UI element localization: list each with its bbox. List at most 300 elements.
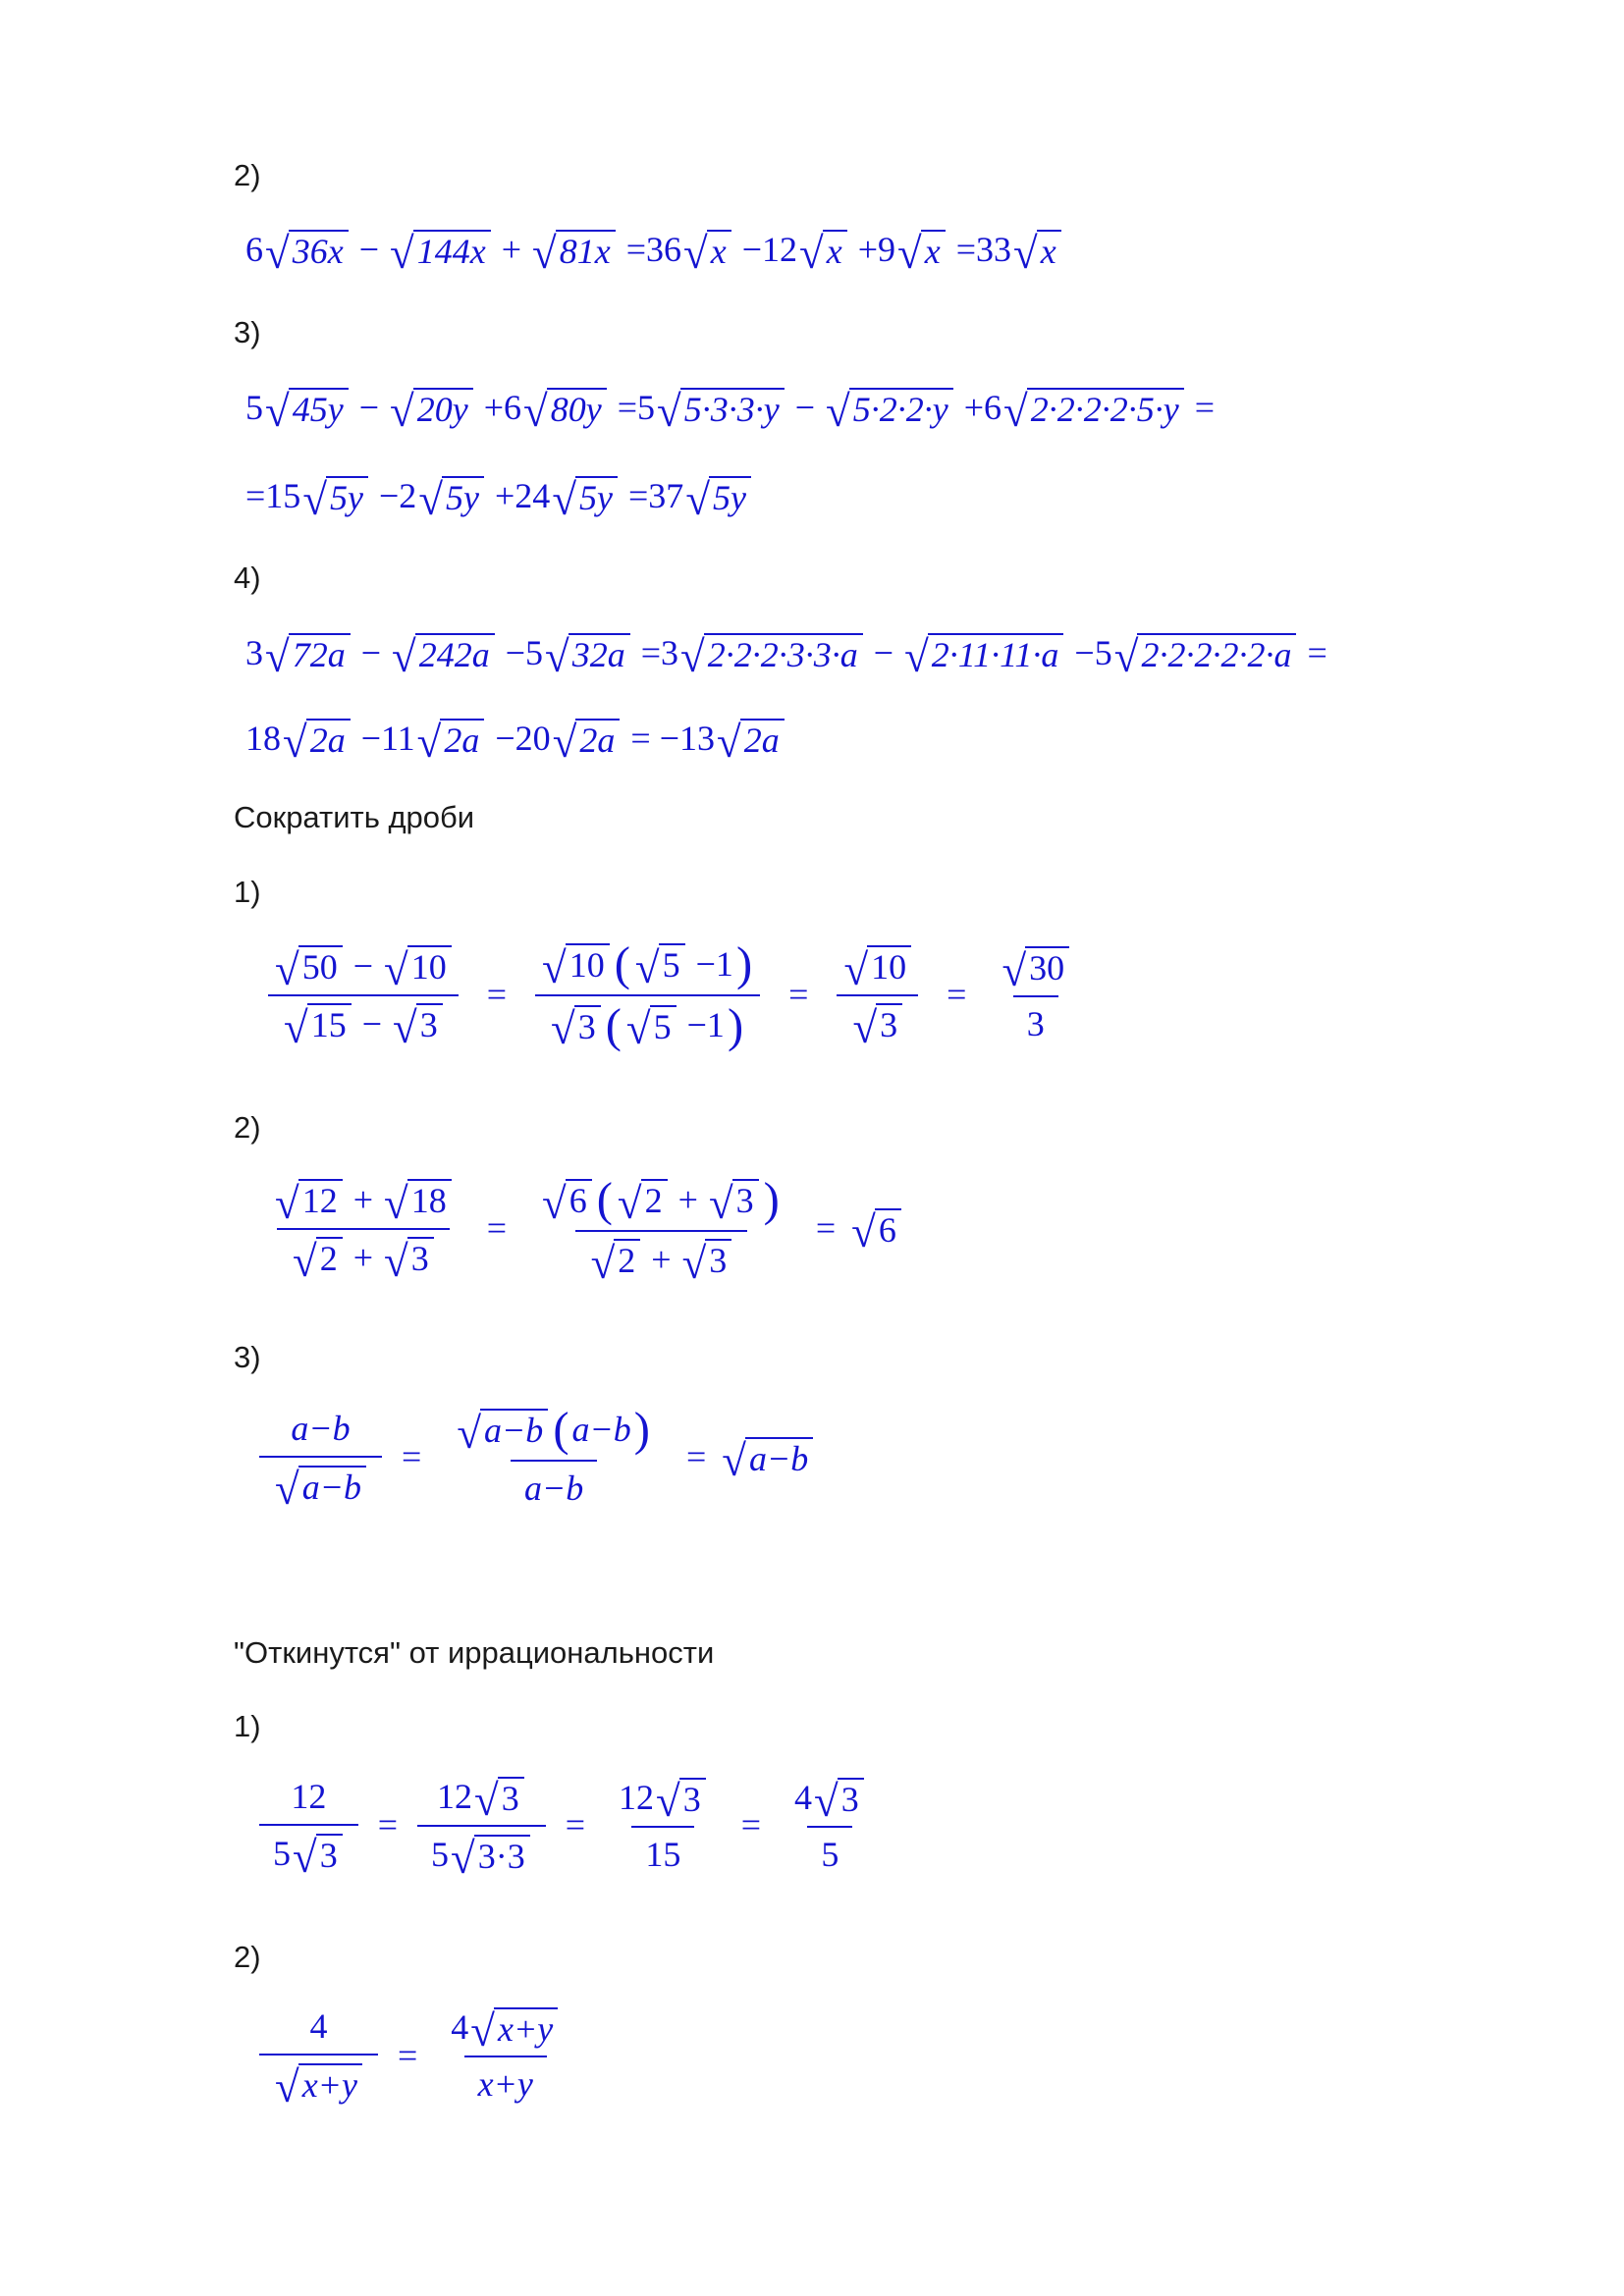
fraction [259, 1408, 382, 1514]
sqrt-icon: √ [283, 718, 307, 767]
radicand: 15 [307, 1003, 352, 1045]
sqrt-icon: √ [275, 1178, 299, 1228]
sqrt-term [457, 1408, 548, 1458]
denominator [511, 1460, 597, 1510]
sqrt-term [416, 717, 485, 767]
sqrt-icon: √ [799, 229, 824, 278]
sqrt-icon: √ [293, 1833, 317, 1883]
radicand: 3 [876, 1003, 902, 1045]
operator: =37 [620, 475, 684, 515]
denominator [259, 1824, 358, 1883]
sqrt-icon: √ [470, 2006, 495, 2056]
denominator [631, 1826, 694, 1876]
item-label-reduce-2: 2) [234, 1110, 261, 1145]
sqrt-icon: √ [532, 229, 557, 278]
sqrt-result [722, 1435, 813, 1486]
left-paren: ( [614, 937, 630, 990]
operator: +6 [474, 387, 521, 427]
operator: =3 [631, 632, 679, 672]
sqrt-term [617, 1178, 668, 1228]
sqrt-icon: √ [384, 1178, 408, 1228]
expression: a−b [524, 1468, 584, 1508]
sqrt-icon: √ [392, 632, 416, 681]
equals-sign: = [740, 1805, 762, 1845]
sqrt-term [826, 386, 953, 436]
sqrt-term [265, 631, 351, 681]
sqrt-icon: √ [384, 944, 408, 994]
radicand: 2a [440, 719, 484, 761]
denominator [277, 1228, 450, 1286]
numerator [986, 945, 1085, 995]
operator: −2 [370, 475, 417, 515]
sqrt-term [552, 474, 618, 524]
sqrt-x [1013, 228, 1061, 278]
sqrt-icon: √ [451, 1834, 475, 1883]
operator: −20 [486, 718, 551, 758]
equation-3-line-1 [245, 386, 1215, 436]
operator: − [352, 1003, 392, 1043]
sqrt-icon: √ [657, 387, 681, 436]
operator: = [1185, 387, 1215, 427]
sqrt-term [275, 1464, 366, 1514]
sqrt-icon: √ [843, 944, 869, 994]
sqrt-term [275, 2061, 362, 2112]
numerator [437, 2005, 573, 2056]
fraction [259, 1178, 467, 1286]
sqrt-81x [532, 228, 616, 278]
radicand: 18 [407, 1179, 452, 1221]
sqrt-icon: √ [284, 1002, 308, 1052]
radicand: 10 [407, 945, 452, 988]
radicand: 2·2·2·3·3·a [704, 633, 863, 675]
radicand: 10 [566, 943, 610, 986]
sqrt-term [523, 386, 607, 436]
sqrt-term [418, 474, 484, 524]
sqrt-term [384, 1178, 452, 1228]
denominator [575, 1230, 748, 1288]
sqrt-term [392, 631, 495, 681]
radicand: 5 [659, 943, 685, 986]
denominator [807, 1826, 852, 1876]
sqrt-icon: √ [1001, 945, 1027, 995]
numerator [526, 1173, 796, 1230]
coef: 12 [437, 1776, 473, 1816]
fraction [986, 945, 1085, 1045]
sqrt-x [683, 228, 731, 278]
radicand: 5y [709, 476, 751, 518]
sqrt-term [634, 942, 685, 992]
radicand: 3 [407, 1237, 434, 1279]
right-paren: ) [727, 998, 744, 1052]
sqrt-icon: √ [551, 1004, 575, 1054]
value: 12 [291, 1776, 327, 1816]
sqrt-icon: √ [552, 718, 577, 767]
denominator [535, 994, 760, 1054]
sqrt-icon: √ [656, 1776, 680, 1826]
coef: 5 [431, 1834, 450, 1874]
fraction [417, 1775, 546, 1883]
equation-4-line-2 [245, 717, 786, 767]
sqrt-x [799, 228, 847, 278]
denominator [1013, 995, 1058, 1045]
radicand: a−b [298, 1466, 366, 1508]
radicand: 2a [306, 719, 351, 761]
right-paren: ) [633, 1403, 650, 1456]
sqrt-icon: √ [552, 475, 577, 524]
sqrt-term [680, 631, 863, 681]
operator: +9 [848, 229, 895, 269]
sqrt-term [657, 386, 785, 436]
numerator [441, 1403, 667, 1460]
expression: a−b [571, 1409, 631, 1449]
fraction-equation-reduce-1 [253, 937, 1091, 1054]
left-paren: ( [553, 1403, 569, 1456]
radicand: 6 [566, 1179, 592, 1221]
fraction-equation-irr-1 [253, 1775, 886, 1883]
radicand: 2 [316, 1237, 343, 1279]
radicand: 45y [289, 388, 349, 430]
radicand: 6 [875, 1208, 901, 1251]
expression: a−b [291, 1408, 351, 1448]
sqrt-term [708, 1178, 759, 1228]
value: 15 [645, 1834, 681, 1874]
right-paren: ) [763, 1173, 780, 1226]
coef: 4 [794, 1777, 813, 1817]
sqrt-term [852, 1002, 902, 1052]
sqrt-icon: √ [293, 1236, 317, 1286]
coef: 12 [619, 1777, 655, 1817]
equals-sign: = [565, 1805, 586, 1845]
radicand: 20y [413, 388, 473, 430]
sqrt-icon: √ [1113, 632, 1139, 681]
radicand: x [707, 230, 731, 272]
equals-sign: = [486, 1208, 508, 1249]
radicand: 242a [415, 633, 495, 675]
numerator [828, 944, 927, 994]
operator: −5 [1065, 632, 1112, 672]
value: 5 [821, 1834, 839, 1874]
radicand: 12 [298, 1179, 343, 1221]
sqrt-icon: √ [542, 942, 567, 992]
sqrt-icon: √ [904, 632, 929, 681]
item-label-3: 3) [234, 315, 261, 349]
sqrt-term [552, 717, 621, 767]
sqrt-icon: √ [302, 475, 328, 524]
radicand: 2a [575, 719, 620, 761]
sqrt-term [390, 386, 473, 436]
radicand: 2 [614, 1239, 640, 1281]
sqrt-icon: √ [1013, 229, 1038, 278]
sqrt-term [1003, 386, 1184, 436]
item-label-2: 2) [234, 158, 261, 192]
radicand: 5y [326, 476, 368, 518]
sqrt-icon: √ [852, 1002, 878, 1052]
operator: =36 [617, 229, 681, 269]
operator: +24 [486, 475, 551, 515]
radicand: 144x [413, 230, 491, 272]
fraction [526, 1173, 796, 1288]
sqrt-icon: √ [722, 1436, 746, 1486]
sqrt-term [542, 942, 610, 992]
sqrt-term [275, 944, 343, 994]
denominator [464, 2056, 547, 2106]
sqrt-icon: √ [418, 475, 444, 524]
item-label-reduce-3: 3) [234, 1340, 261, 1374]
operator: −11 [352, 718, 415, 758]
denominator [259, 2054, 378, 2112]
equals-sign: = [685, 1437, 707, 1477]
radicand: 5y [442, 476, 484, 518]
fraction [259, 1776, 358, 1883]
numerator [259, 944, 467, 994]
sqrt-term [293, 1236, 343, 1286]
operator: + [492, 229, 530, 269]
section-heading-irrationality: "Откинутся" от иррациональности [234, 1635, 715, 1670]
equals-sign: = [377, 1805, 399, 1845]
sqrt-term [590, 1238, 641, 1288]
operator: − [350, 229, 388, 269]
sqrt-term [283, 717, 351, 767]
radicand: a−b [745, 1437, 813, 1479]
coef: 5 [245, 387, 263, 427]
sqrt-icon: √ [683, 229, 708, 278]
sqrt-result [851, 1206, 901, 1257]
item-label-4: 4) [234, 561, 261, 595]
radicand: 2·11·11·a [928, 633, 1064, 675]
equals-sign: = [397, 2035, 418, 2075]
sqrt-icon: √ [685, 475, 711, 524]
operator: + [669, 1179, 707, 1219]
operator: =33 [947, 229, 1011, 269]
radicand: 3 [705, 1239, 731, 1281]
fraction-equation-reduce-2 [253, 1173, 903, 1288]
sqrt-icon: √ [680, 632, 705, 681]
operator: + [642, 1239, 680, 1279]
numerator [259, 1178, 467, 1228]
sqrt-term [384, 1236, 434, 1286]
operator: − [352, 632, 391, 672]
numerator [781, 1776, 880, 1826]
sqrt-icon: √ [625, 1004, 651, 1054]
numerator [277, 1776, 340, 1824]
radicand: 81x [556, 230, 616, 272]
operator: −1 [677, 1005, 725, 1045]
sqrt-term [302, 474, 368, 524]
sqrt-term [1001, 945, 1069, 995]
radicand: x+y [494, 2007, 558, 2050]
fraction [605, 1776, 722, 1876]
sqrt-term [1113, 631, 1297, 681]
sqrt-term [293, 1832, 343, 1883]
sqrt-icon: √ [542, 1178, 567, 1228]
denominator [259, 1456, 382, 1514]
sqrt-term [284, 1002, 352, 1052]
denominator [268, 994, 459, 1052]
radicand: 50 [298, 945, 343, 988]
value: 3 [1026, 1003, 1045, 1043]
coef: =15 [245, 475, 301, 515]
sqrt-term [685, 474, 751, 524]
radicand: 2·2·2·2·2·a [1137, 633, 1296, 675]
sqrt-term [843, 944, 911, 994]
radicand: 3 [838, 1778, 864, 1820]
fraction-equation-reduce-3 [253, 1403, 815, 1514]
denominator [837, 994, 918, 1052]
operator: − [344, 945, 383, 986]
sqrt-icon: √ [390, 387, 414, 436]
numerator [277, 1408, 363, 1456]
equation-2 [245, 228, 1063, 278]
sqrt-icon: √ [275, 2062, 299, 2112]
coef: 18 [245, 718, 281, 758]
operator: − [785, 387, 824, 427]
sqrt-icon: √ [265, 632, 290, 681]
sqrt-icon: √ [897, 229, 922, 278]
radicand: x [1037, 230, 1061, 272]
numerator [605, 1776, 722, 1826]
denominator [417, 1825, 546, 1883]
radicand: 30 [1025, 946, 1069, 988]
sqrt-icon: √ [851, 1207, 876, 1257]
sqrt-term [904, 631, 1063, 681]
operator: = [1298, 632, 1327, 672]
equals-sign: = [788, 975, 809, 1014]
sqrt-icon: √ [474, 1776, 499, 1825]
radicand: a−b [480, 1409, 548, 1451]
sqrt-icon: √ [1003, 387, 1028, 436]
fraction [781, 1776, 880, 1876]
equals-sign: = [947, 975, 967, 1014]
radicand: x [921, 230, 946, 272]
expression: x+y [477, 2064, 533, 2104]
radicand: 10 [867, 945, 911, 988]
sqrt-term [656, 1776, 706, 1826]
sqrt-icon: √ [681, 1238, 707, 1288]
operator: −5 [496, 632, 544, 672]
sqrt-icon: √ [275, 1464, 299, 1514]
radicand: 2 [641, 1179, 668, 1221]
radicand: 2a [740, 719, 785, 761]
radicand: 5·3·3·y [680, 388, 785, 430]
sqrt-icon: √ [523, 387, 548, 436]
item-label-irr-2: 2) [234, 1940, 261, 1974]
operator: − [350, 387, 388, 427]
operator: = −13 [622, 718, 715, 758]
fraction [526, 937, 769, 1054]
radicand: 3 [732, 1179, 759, 1221]
radicand: 3 [679, 1778, 706, 1820]
sqrt-icon: √ [617, 1178, 642, 1228]
sqrt-x [897, 228, 946, 278]
radicand: 5 [650, 1005, 677, 1047]
value: 4 [309, 2006, 328, 2046]
equation-4-line-1 [245, 631, 1327, 681]
sqrt-icon: √ [826, 387, 850, 436]
sqrt-icon: √ [717, 718, 741, 767]
numerator [526, 937, 769, 994]
sqrt-icon: √ [708, 1178, 733, 1228]
coef: 6 [245, 229, 263, 269]
sqrt-term [470, 2005, 558, 2056]
sqrt-term [551, 1003, 601, 1054]
radicand: 3 [316, 1834, 343, 1876]
fraction-equation-irr-2 [253, 2005, 579, 2112]
radicand: x [823, 230, 847, 272]
fraction [437, 2005, 573, 2106]
sqrt-term [681, 1238, 732, 1288]
sqrt-term [451, 1833, 530, 1883]
radicand: 3 [498, 1777, 524, 1819]
sqrt-term [625, 1003, 677, 1054]
equals-sign: = [815, 1208, 837, 1249]
left-paren: ( [596, 1173, 613, 1226]
equation-3-line-2 [245, 474, 753, 524]
sqrt-term [545, 631, 630, 681]
sqrt-144x [390, 228, 491, 278]
fraction [259, 944, 467, 1052]
section-heading-reduce-fractions: Сократить дроби [234, 800, 475, 834]
operator: −12 [732, 229, 797, 269]
fraction [441, 1403, 667, 1510]
equals-sign: = [486, 975, 508, 1014]
fraction [259, 2005, 378, 2112]
sqrt-icon: √ [265, 229, 290, 278]
numerator [296, 2005, 341, 2054]
radicand: x+y [298, 2063, 362, 2106]
sqrt-36x [265, 228, 349, 278]
sqrt-icon: √ [416, 718, 442, 767]
right-paren: ) [735, 937, 753, 990]
radicand: 32a [568, 633, 630, 675]
radicand: 3 [574, 1005, 601, 1047]
sqrt-term [275, 1178, 343, 1228]
sqrt-icon: √ [393, 1002, 417, 1052]
radicand: 5y [575, 476, 618, 518]
item-label-reduce-1: 1) [234, 875, 261, 909]
operator: +6 [954, 387, 1001, 427]
operator: + [344, 1179, 383, 1219]
sqrt-icon: √ [634, 942, 660, 992]
sqrt-term [384, 944, 452, 994]
radicand: 80y [547, 388, 607, 430]
radicand: 72a [289, 633, 351, 675]
radicand: 3 [416, 1003, 443, 1045]
sqrt-icon: √ [384, 1236, 408, 1286]
left-paren: ( [605, 998, 622, 1052]
sqrt-icon: √ [814, 1776, 839, 1826]
operator: + [344, 1237, 383, 1277]
sqrt-term [474, 1775, 524, 1825]
sqrt-icon: √ [590, 1238, 616, 1288]
sqrt-icon: √ [265, 387, 290, 436]
sqrt-term [393, 1002, 443, 1052]
numerator [423, 1775, 540, 1825]
fraction [828, 944, 927, 1052]
coef: 3 [245, 632, 263, 672]
coef: 5 [273, 1834, 291, 1873]
equals-sign: = [402, 1437, 422, 1477]
operator: =5 [608, 387, 655, 427]
sqrt-term [814, 1776, 864, 1826]
sqrt-icon: √ [390, 229, 414, 278]
sqrt-term [542, 1178, 592, 1228]
sqrt-icon: √ [457, 1408, 482, 1458]
radicand: 36x [289, 230, 349, 272]
operator: − [864, 632, 903, 672]
sqrt-icon: √ [275, 944, 299, 994]
sqrt-icon: √ [545, 632, 569, 681]
radicand: 2·2·2·2·5·y [1027, 388, 1184, 430]
